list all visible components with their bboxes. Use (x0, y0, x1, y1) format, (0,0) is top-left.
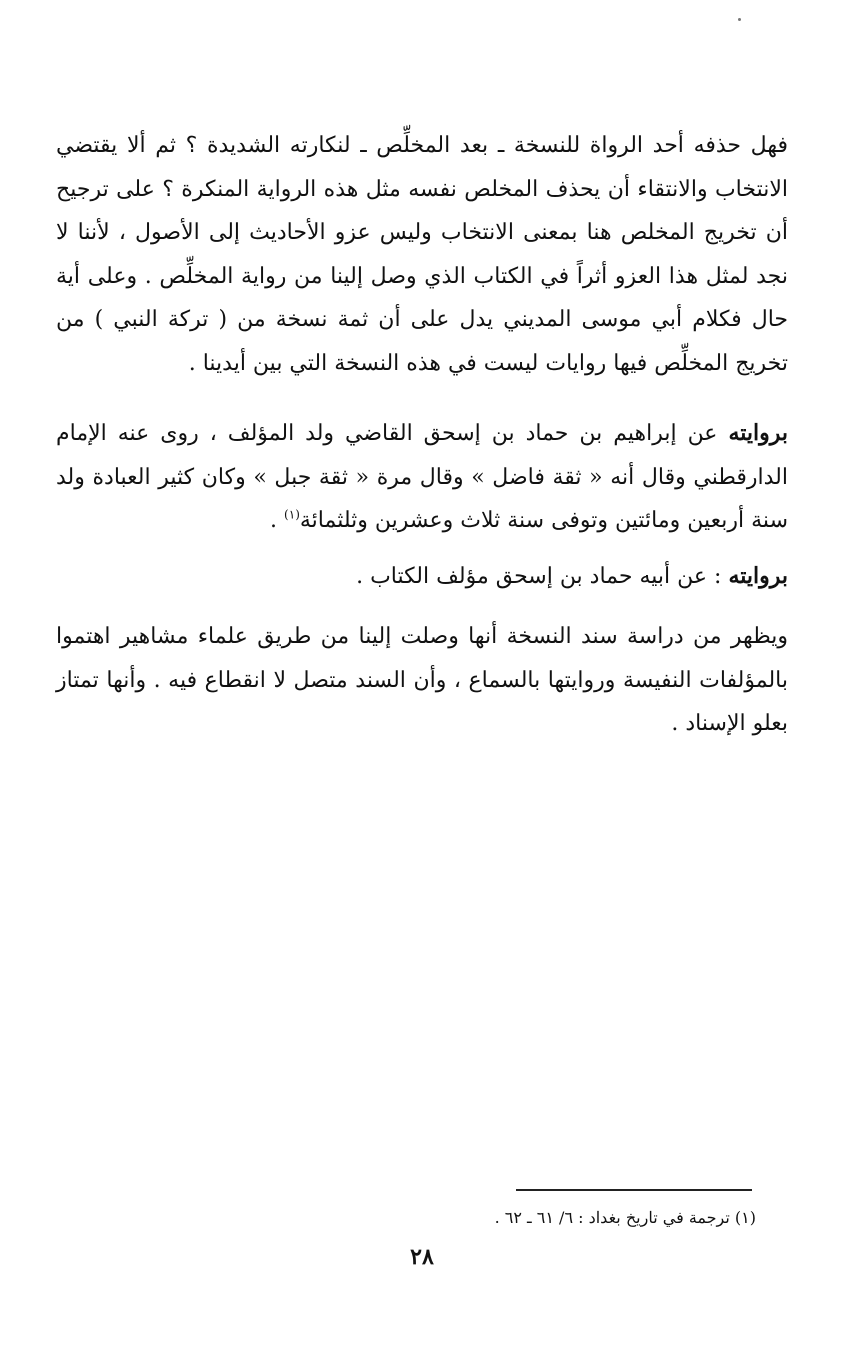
paragraph-4 (56, 615, 788, 746)
footnote-divider (516, 1189, 752, 1191)
paragraph-1 (56, 124, 788, 385)
footnote: (١) ترجمة في تاريخ بغداد : ٦/ ٦١ ـ ٦٢ . (494, 1208, 756, 1227)
paragraph-1-text: فهل حذفه أحد الرواة للنسخة ـ بعد المخلِّص ـ لنكارته الشديدة ؟ ثم ألا يقتضي الانتخاب والانتقاء أن يحذف المخلص نفسه مثل هذه الرواية المنكرة ؟ على ترجيح أن تخريج المخلص هنا بمعنى الانتخاب وليس عزو الأحاديث إلى الأصول ، لأننا لا نجد لمثل هذا العزو أثراً في الكتاب الذي وصل إلينا من رواية المخلِّص . وعلى أية حال فكلام أبي موسى المديني يدل على أن ثمة نسخة من ( تركة النبي ) من تخريج المخلِّص فيها روايات ليست في هذه النسخة التي بين أيدينا . (56, 133, 788, 376)
paragraph-2-text: عن إبراهيم بن حماد بن إسحق القاضي ولد المؤلف ، روى عنه الإمام الدارقطني وقال أنه « ثقة فاضل » وقال مرة « ثقة جبل » وكان كثير العبادة ولد سنة أربعين ومائتين وتوفى سنة ثلاث وعشرين وثلثمائة (56, 421, 788, 533)
scan-speck (738, 18, 741, 21)
paragraph-4-text: ويظهر من دراسة سند النسخة أنها وصلت إلينا من طريق علماء مشاهير اهتموا بالمؤلفات النفيسة وروايتها بالسماع ، وأن السند متصل لا انقطاع فيه . وأنها تمتاز بعلو الإسناد . (56, 624, 788, 736)
paragraph-3 (56, 555, 788, 599)
page-number: ٢٨ (410, 1244, 434, 1270)
paragraph-3-text: : عن أبيه حماد بن إسحق مؤلف الكتاب . (356, 564, 729, 589)
paragraph-3-lead: بروايته (728, 563, 788, 589)
paragraph-2-lead: بروايته (728, 420, 788, 446)
paragraph-2-tail: . (270, 508, 285, 533)
paragraph-2 (56, 412, 788, 543)
footnote-reference: (١) (284, 507, 300, 522)
